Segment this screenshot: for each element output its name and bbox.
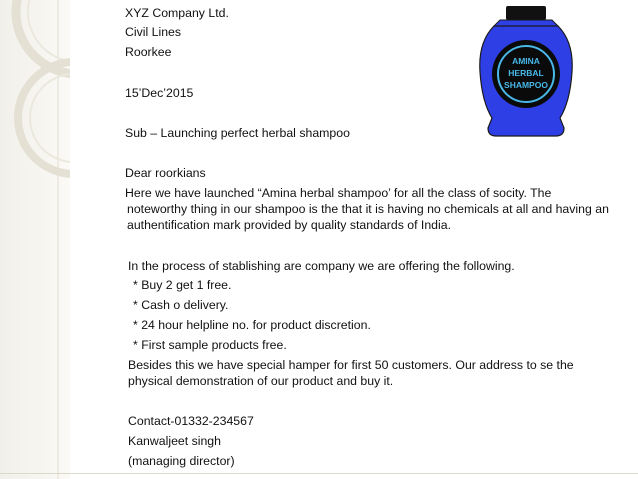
decorative-rings-icon [0, 0, 70, 479]
bottle-cap [506, 6, 546, 20]
intro-paragraph [125, 185, 609, 233]
intro-line: authentification mark provided by quality standards of India. [127, 218, 452, 232]
shampoo-bottle-image [470, 2, 580, 152]
signatory-title: (managing director) [128, 454, 235, 468]
offer-item: * 24 hour helpline no. for product discretion. [133, 318, 371, 332]
bottom-divider [0, 473, 638, 474]
decorative-left-strip [0, 0, 70, 479]
bottle-label-text: HERBAL [508, 68, 544, 78]
bottle-label-text: AMINA [512, 56, 540, 66]
hamper-line: Besides this we have special hamper for first 50 customers. Our address to se the [128, 358, 574, 372]
letter-date: 15’Dec’2015 [125, 86, 194, 100]
hamper-paragraph [128, 357, 574, 389]
company-name: XYZ Company Ltd. [125, 6, 229, 20]
contact-number: Contact-01332-234567 [128, 414, 254, 428]
subject-line: Sub – Launching perfect herbal shampoo [125, 126, 350, 140]
offer-item: * First sample products free. [133, 338, 287, 352]
bottle-label-text: SHAMPOO [504, 80, 548, 90]
street-address: Civil Lines [125, 25, 182, 39]
offer-item: * Buy 2 get 1 free. [133, 278, 232, 292]
city: Roorkee [125, 45, 172, 59]
intro-line: noteworthy thing in our shampoo is the that it is having no chemicals at all and having an [127, 202, 609, 216]
bottle-neck [494, 20, 558, 26]
signatory-name: Kanwaljeet singh [128, 434, 221, 448]
salutation: Dear roorkians [125, 166, 206, 180]
offer-intro: In the process of stablishing are company we are offering the following. [128, 259, 515, 273]
offer-item: * Cash o delivery. [133, 298, 229, 312]
hamper-line: physical demonstration of our product and buy it. [128, 374, 394, 388]
intro-line: Here we have launched “Amina herbal shampoo’ for all the class of socity. The [125, 186, 552, 200]
